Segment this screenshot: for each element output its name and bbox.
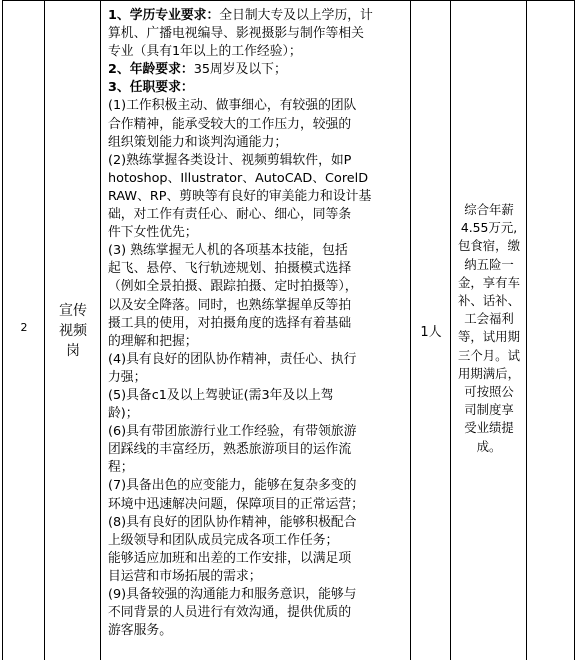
- requirement-line: [108, 116, 408, 134]
- requirement-line: [108, 188, 408, 206]
- requirement-text: (5)具备c1及以上驾驶证(需3年及以上驾: [108, 387, 334, 403]
- requirement-line: [108, 25, 408, 43]
- compensation-line: 可按照公: [464, 384, 514, 400]
- requirement-text: (9)具备较强的沟通能力和服务意识，能够与: [108, 587, 357, 602]
- requirement-line: [108, 586, 408, 604]
- row-seq-number: 2: [20, 321, 28, 334]
- requirement-text: 上级领导和团队成员完成各项工作任务；: [108, 532, 339, 548]
- requirement-text: (4)具有良好的团队协作精神，责任心、执行: [108, 351, 357, 367]
- requirement-text: 组织策划能力和谈判沟通能力；: [108, 134, 288, 150]
- requirement-text: 目运营和市场拓展的需求；: [108, 568, 262, 584]
- requirement-text: 合作精神，能承受较大的工作压力，较强的: [108, 116, 352, 132]
- compensation-line: 工会福利: [464, 311, 514, 327]
- requirement-line: [108, 423, 408, 441]
- requirement-line: [108, 260, 408, 278]
- requirement-text: 算机、广播电视编导、影视摄影与制作等相关: [108, 26, 364, 42]
- requirement-line: [108, 61, 408, 79]
- requirement-text: 摄工具的使用，对拍摄角度的选择有着基础: [108, 315, 352, 331]
- requirement-text: 础，对工作有责任心、耐心、细心，同等条: [108, 207, 352, 223]
- requirement-text: （例如全景拍摄、跟踪拍摄、定时拍摄等），: [108, 279, 358, 295]
- requirement-text: (2)熟练掌握各类设计、视频剪辑软件，如P: [108, 152, 352, 168]
- requirement-text: 全日制大专及以上学历，计: [219, 8, 373, 23]
- requirement-text: 的理解和把握；: [108, 333, 198, 349]
- compensation-line: 等，试用期: [458, 329, 520, 345]
- requirement-text: (8)具有良好的团队协作精神，能够积极配合: [108, 514, 357, 530]
- requirement-text: 程；: [108, 460, 134, 476]
- requirement-line: [108, 369, 408, 387]
- requirement-heading: 1、学历专业要求：: [108, 8, 220, 23]
- requirement-line: [108, 532, 408, 550]
- requirements-text: [108, 7, 408, 640]
- requirement-text: 力强；: [108, 369, 147, 385]
- requirement-line: [108, 315, 408, 333]
- requirement-line: [108, 550, 408, 568]
- requirement-line: [108, 7, 408, 25]
- requirement-text: 游客服务。: [108, 623, 172, 639]
- requirement-text: 龄)；: [108, 406, 139, 422]
- requirement-text: RAW、RP、剪映等有良好的审美能力和设计基: [108, 188, 372, 204]
- requirement-line: [108, 441, 408, 459]
- requirement-text: 起飞、悬停、飞行轨迹规划、拍摄模式选择: [108, 261, 352, 277]
- compensation-line: 纳五险一: [464, 256, 514, 272]
- requirement-line: [108, 333, 408, 351]
- compensation-line: 金，享有车: [458, 274, 520, 290]
- requirement-line: [108, 387, 408, 405]
- headcount: 1人: [420, 325, 442, 340]
- requirement-line: [108, 496, 408, 514]
- requirement-text: (6)具有带团旅游行业工作经验，有带领旅游: [108, 424, 357, 440]
- requirement-line: [108, 459, 408, 477]
- requirement-line: [108, 79, 408, 97]
- compensation-line: 司制度享: [464, 402, 514, 418]
- requirement-line: [108, 297, 408, 315]
- requirement-line: [108, 568, 408, 586]
- requirement-text: 能够适应加班和出差的工作安排，以满足项: [108, 550, 352, 566]
- requirement-line: [108, 43, 408, 61]
- requirement-line: [108, 604, 408, 622]
- requirement-line: [108, 405, 408, 423]
- compensation-line: 成。: [476, 438, 502, 454]
- compensation-line: 三个月。试: [458, 347, 520, 363]
- requirement-line: [108, 477, 408, 495]
- requirement-text: hotoshop、Illustrator、AutoCAD、CorelD: [108, 170, 369, 186]
- requirement-line: [108, 134, 408, 152]
- requirement-text: 不同背景的人员进行有效沟通，提供优质的: [108, 605, 352, 621]
- requirement-line: [108, 97, 408, 115]
- requirement-text: 环境中迅速解决问题，保障项目的正常运营；: [108, 496, 364, 512]
- requirement-text: (3) 熟练掌握无人机的各项基本技能，包括: [108, 243, 348, 259]
- requirement-line: [108, 278, 408, 296]
- position-name-line: 宣传: [59, 303, 87, 319]
- requirement-heading: 3、任职要求：: [108, 80, 194, 96]
- column-remark: [527, 1, 576, 660]
- compensation-line: 受业绩提: [464, 420, 514, 436]
- requirement-text: 件下女性优先；: [108, 225, 198, 241]
- requirement-line: [108, 170, 408, 188]
- position-name-line: 岗: [66, 343, 80, 359]
- requirement-line: [108, 242, 408, 260]
- compensation-line: 包食宿，缴: [458, 238, 520, 254]
- requirement-text: 团踩线的丰富经历，熟悉旅游项目的运作流: [108, 442, 352, 458]
- requirement-line: [108, 206, 408, 224]
- compensation-line: 4.55万元,: [460, 220, 518, 236]
- requirement-line: [108, 224, 408, 242]
- compensation-line: 用期满后，: [458, 365, 520, 381]
- requirement-text: (7)具备出色的应变能力，能够在复杂多变的: [108, 478, 357, 494]
- requirement-text: 35周岁及以下；: [193, 62, 287, 78]
- recruitment-table: [2, 0, 575, 660]
- requirement-heading: 2、年龄要求：: [108, 62, 194, 78]
- position-name-line: 视频: [59, 323, 87, 339]
- compensation-text: [451, 201, 527, 456]
- compensation-line: 综合年薪: [464, 202, 514, 217]
- requirement-text: 以及安全降落。同时，也熟练掌握单反等拍: [108, 297, 352, 313]
- compensation-line: 补、话补、: [458, 293, 520, 309]
- requirement-text: 专业（具有1年以上的工作经验）；: [108, 44, 302, 60]
- requirement-line: [108, 351, 408, 369]
- requirement-line: [108, 622, 408, 640]
- requirement-text: (1)工作积极主动、做事细心，有较强的团队: [108, 98, 357, 114]
- requirement-line: [108, 152, 408, 170]
- position-name: [45, 301, 101, 361]
- requirement-line: [108, 514, 408, 532]
